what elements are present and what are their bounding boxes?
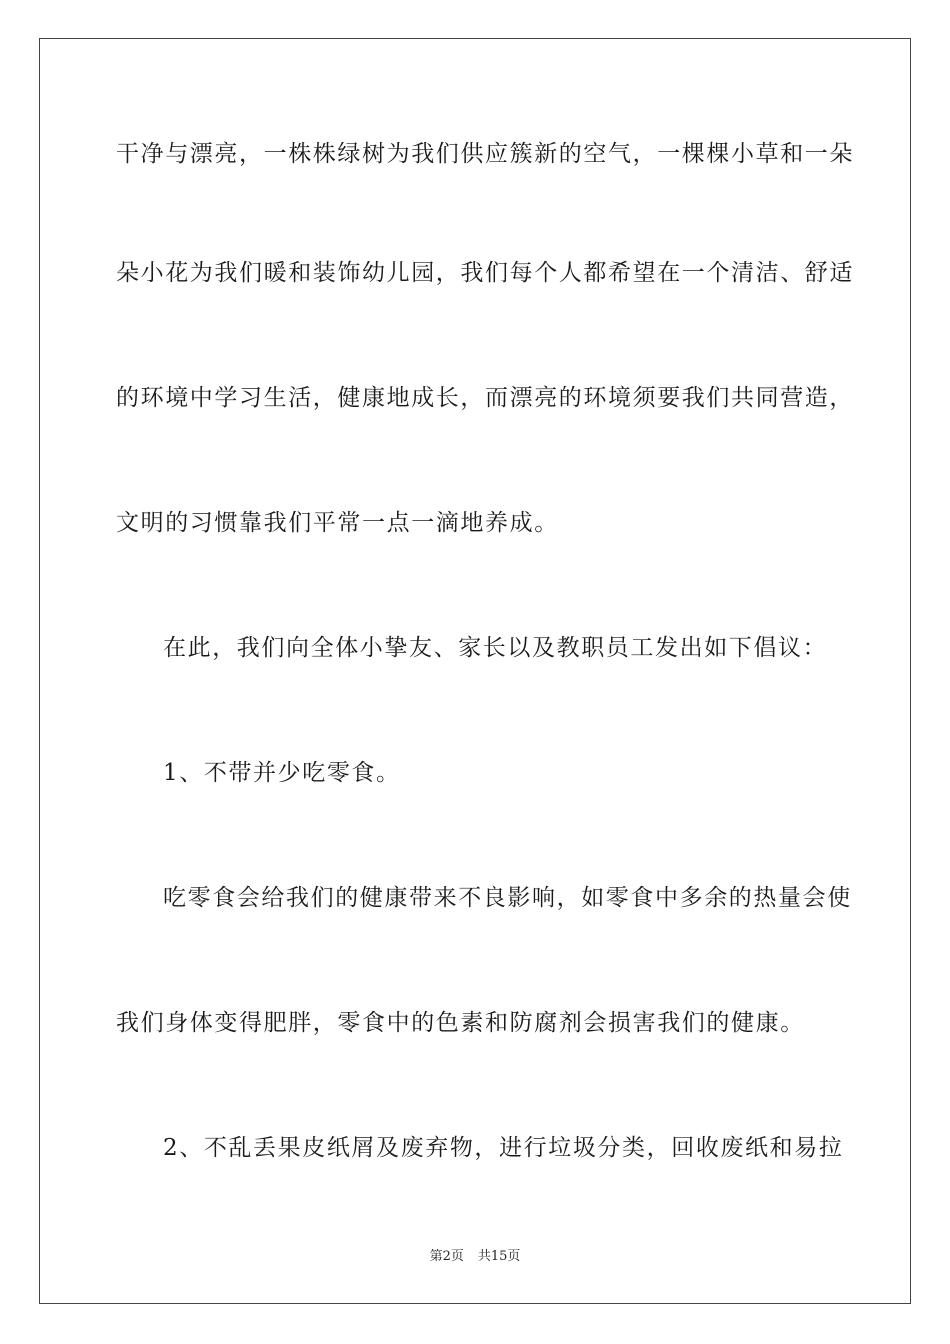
text-line: 文明的习惯靠我们平常一点一滴地养成。 [116, 510, 559, 536]
text-line: 朵小花为我们暖和装饰幼儿园，我们每个人都希望在一个清洁、舒适 [116, 260, 854, 286]
page-footer [0, 1248, 950, 1266]
total-pages: 共15页 [477, 1249, 521, 1264]
text-line: 1、不带并少吃零食。 [163, 760, 401, 786]
text-line: 2、不乱丢果皮纸屑及废弃物，进行垃圾分类，回收废纸和易拉 [163, 1135, 844, 1161]
page-frame [39, 38, 911, 1304]
text-line: 干净与漂亮，一株株绿树为我们供应簇新的空气，一棵棵小草和一朵 [116, 141, 854, 167]
text-line: 在此，我们向全体小挚友、家长以及教职员工发出如下倡议： [163, 635, 828, 661]
text-line: 我们身体变得肥胖，零食中的色素和防腐剂会损害我们的健康。 [116, 1010, 805, 1036]
text-line: 吃零食会给我们的健康带来不良影响，如零食中多余的热量会使 [163, 885, 852, 911]
text-line: 的环境中学习生活，健康地成长，而漂亮的环境须要我们共同营造， [116, 385, 854, 411]
page-number: 第2页 [429, 1249, 464, 1264]
